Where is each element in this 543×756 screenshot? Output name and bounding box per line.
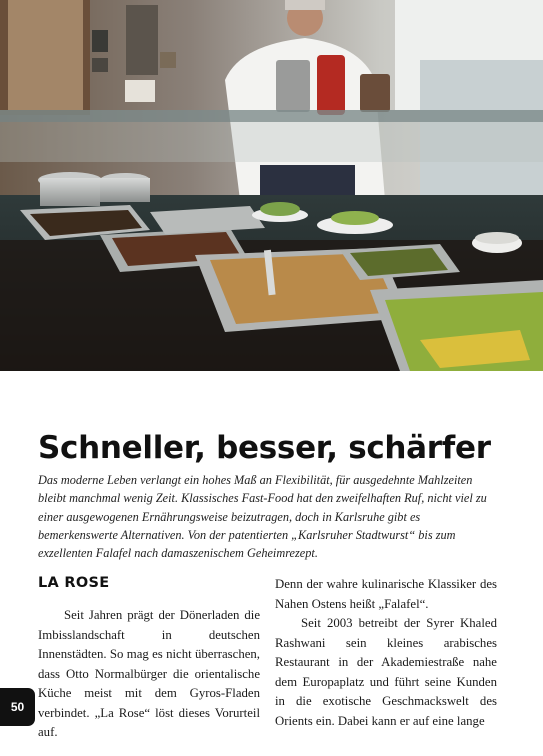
body-paragraph-1: Seit Jahren prägt der Dönerladen die Imbisslandschaft in deutschen Innenstädten. So mag es nicht überraschen, dass Otto Normalbürger die orientalische Küche meist mit dem Gyros-Fladen verbindet. „La Rose“ löst dieses Vorurteil auf. <box>38 608 260 739</box>
hero-photo <box>0 0 543 371</box>
body-paragraph-2: Denn der wahre kulinarische Klassiker des Nahen Ostens heißt „Falafel“. <box>275 577 497 611</box>
right-column <box>275 575 497 731</box>
article-headline: Schneller, besser, schärfer <box>38 430 491 466</box>
left-column <box>38 573 260 743</box>
page-number: 50 <box>0 688 35 726</box>
section-heading: LA ROSE <box>38 575 110 591</box>
body-paragraph-3: Seit 2003 betreibt der Syrer Khaled Rashwani sein kleines arabisches Restaurant in der Akademiestraße nahe dem Europaplatz und führt seine Kunden in die exotische Geschmackswelt des Orients ein. Dabei kann er auf eine lange <box>275 616 497 728</box>
article-intro: Das moderne Leben verlangt ein hohes Maß an Flexibilität, für ausgedehnte Mahlzeiten bleibt manchmal wenig Zeit. Klassisches Fast-Food hat den zweifelhaften Ruf, nicht viel zu einer ausgewogenen Ernährungsweise beizutragen, doch in Karlsruhe gibt es bemerkenswerte Alternativen. Von der patentierten „Karlsruher Stadtwurst“ bis zum exzellenten Falafel nach damaszenischem Geheimrezept. <box>38 473 487 561</box>
